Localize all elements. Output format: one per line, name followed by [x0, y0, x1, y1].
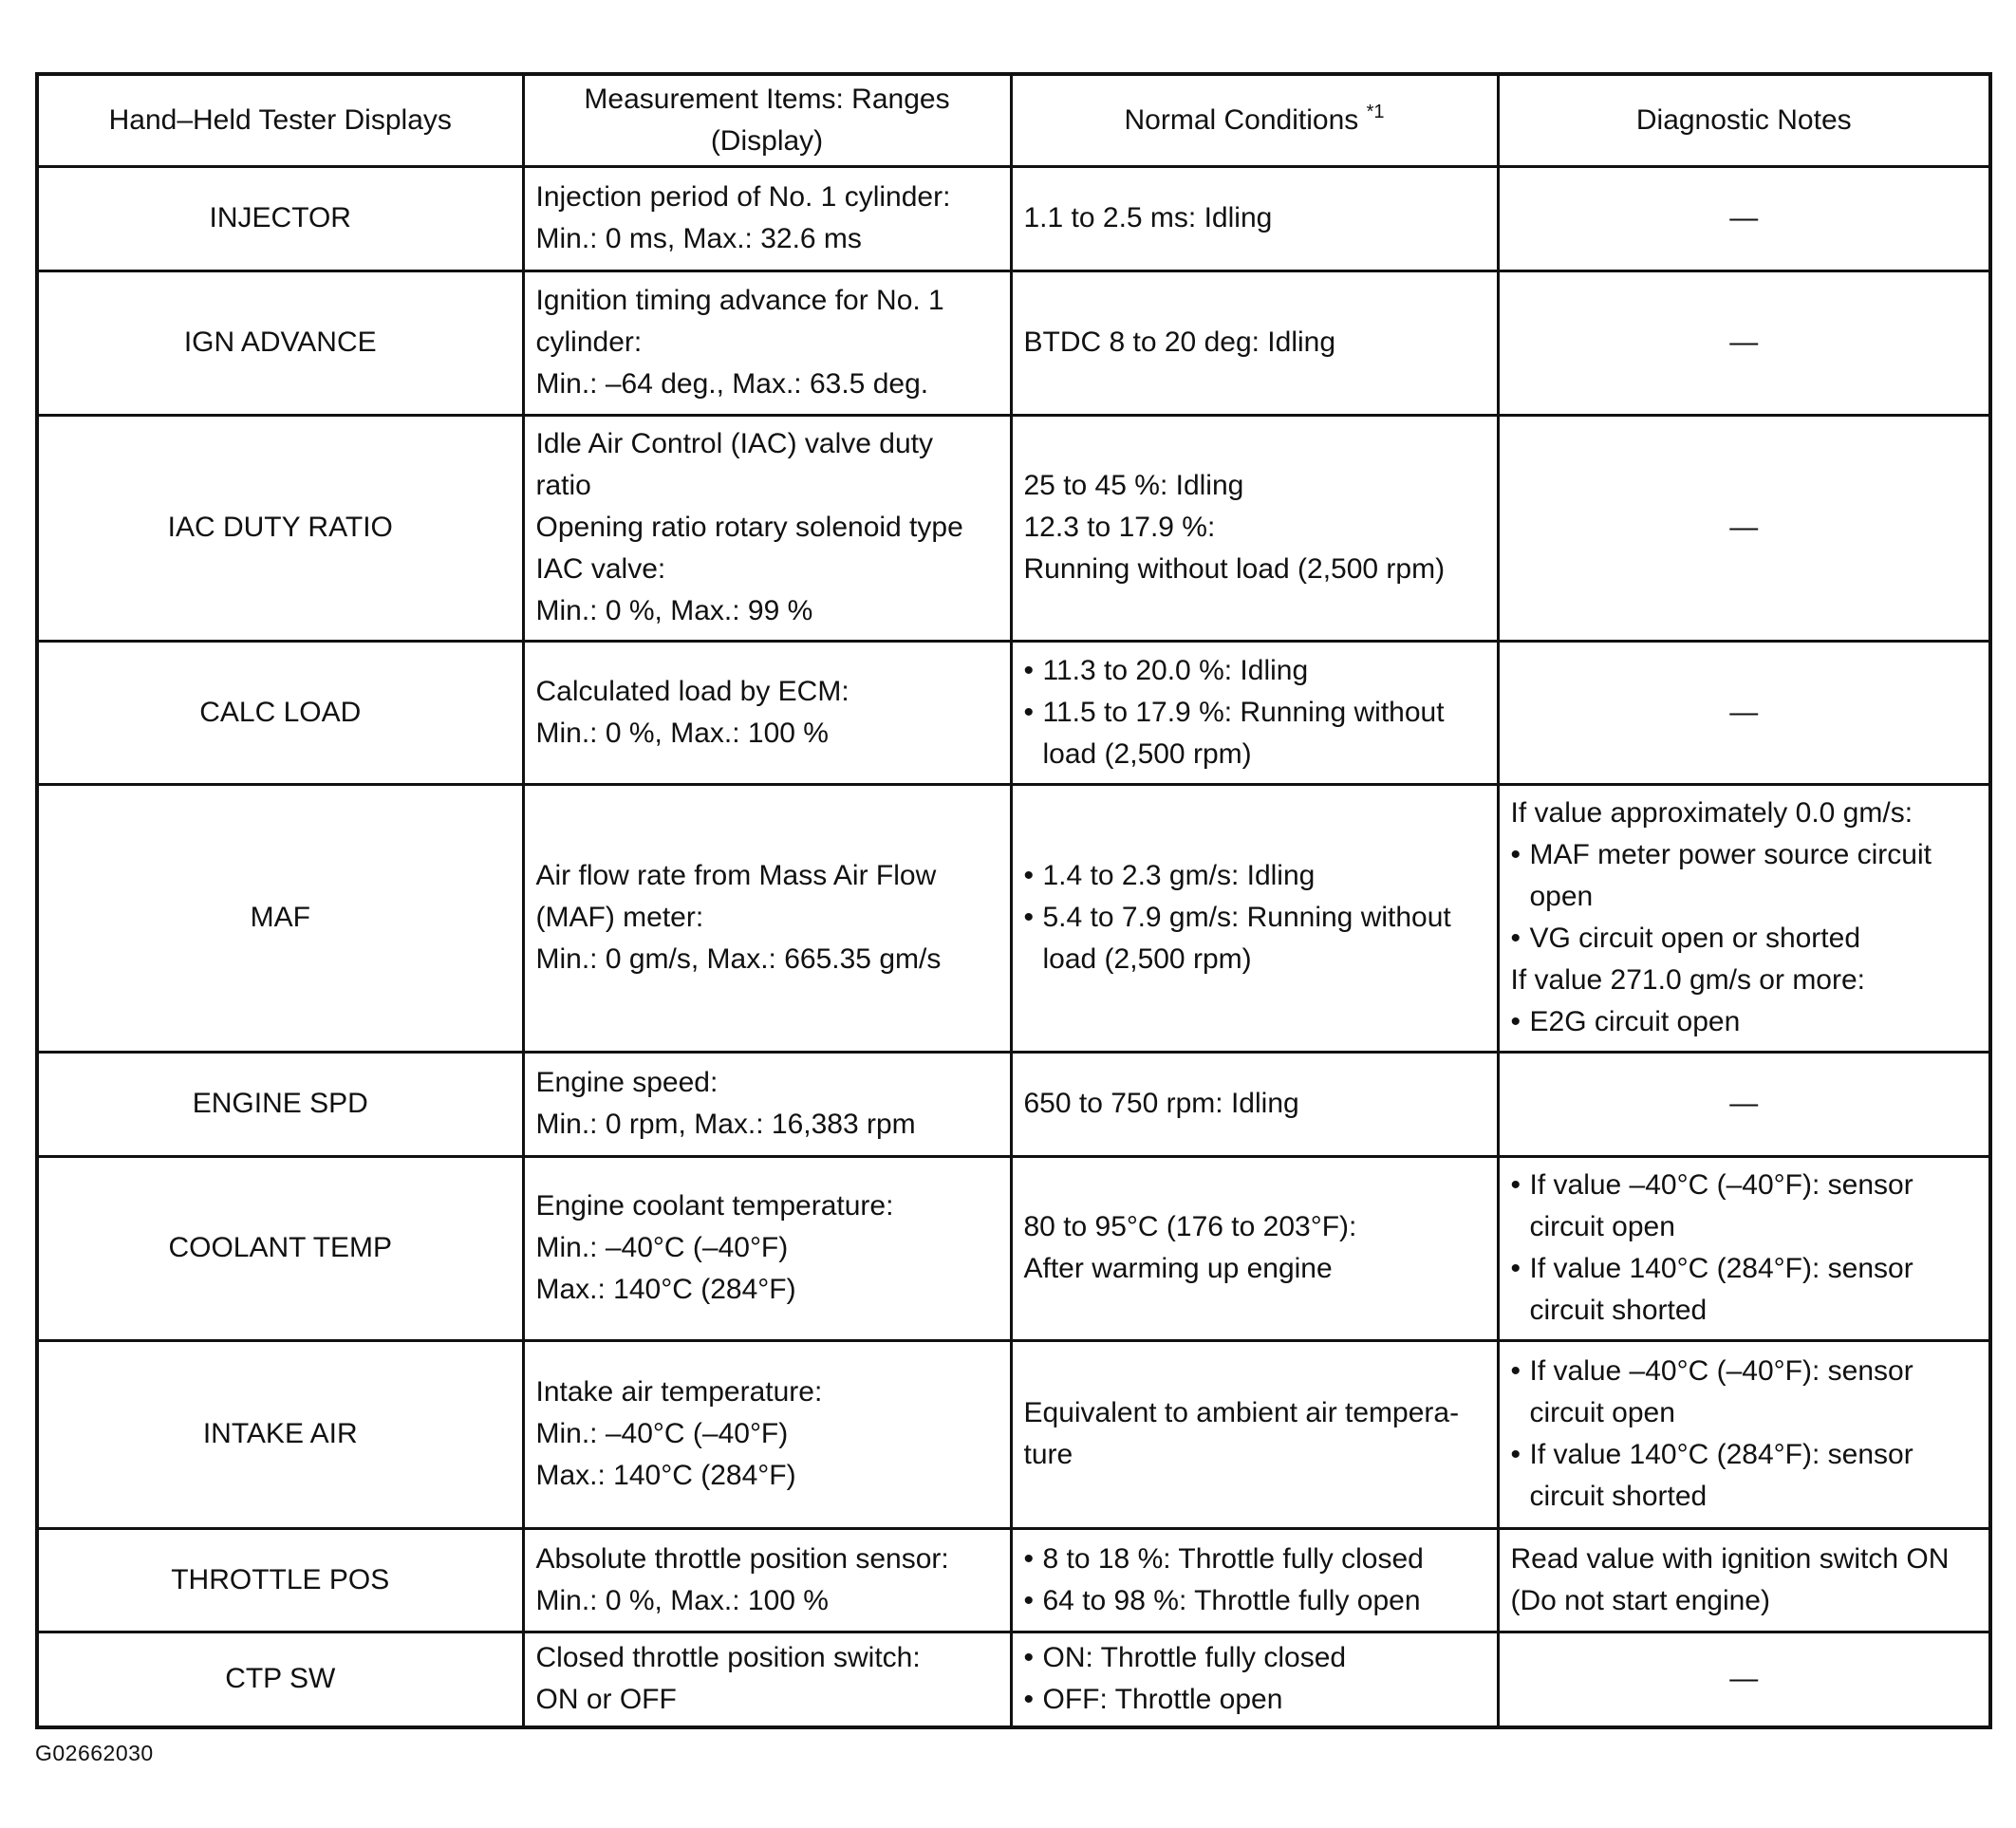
measurement-line: Ignition timing advance for No. 1	[535, 285, 944, 316]
measurement-line: Min.: 0 rpm, Max.: 16,383 rpm	[535, 1109, 916, 1140]
measurement-line: ON or OFF	[535, 1684, 677, 1716]
measurement-line: Air flow rate from Mass Air Flow	[535, 860, 937, 891]
notes-line: (Do not start engine)	[1510, 1584, 1770, 1616]
notes-bullet: • If value 140°C (284°F): sensor	[1511, 1248, 1978, 1290]
diagnostic-notes-cell: —	[1498, 270, 1990, 415]
measurement-line: (MAF) meter:	[535, 902, 704, 933]
normal-condition-cell	[1011, 270, 1498, 415]
normal-line: ture	[1023, 1439, 1073, 1470]
measurement-line: Min.: –40°C (–40°F)	[535, 1232, 789, 1263]
normal-line: After warming up engine	[1023, 1253, 1333, 1284]
notes-bullet-continuation: circuit shorted	[1529, 1295, 1708, 1326]
measurement-cell	[523, 641, 1011, 784]
normal-condition-cell	[1011, 1156, 1498, 1340]
display-name-cell: MAF	[37, 784, 523, 1052]
measurement-cell	[523, 1528, 1011, 1632]
measurement-cell	[523, 166, 1011, 270]
display-name-cell: INTAKE AIR	[37, 1340, 523, 1528]
normal-bullet: • 8 to 18 %: Throttle fully closed	[1024, 1539, 1485, 1580]
diagnostic-notes-cell	[1498, 1528, 1990, 1632]
measurement-cell	[523, 1156, 1011, 1340]
diagnostic-notes-cell	[1498, 784, 1990, 1052]
diagnostic-notes-cell: —	[1498, 166, 1990, 270]
notes-bullet-continuation: circuit open	[1529, 1211, 1675, 1242]
notes-bullet-continuation: open	[1529, 881, 1594, 912]
normal-line: Running without load (2,500 rpm)	[1023, 553, 1446, 585]
measurement-line: Injection period of No. 1 cylinder:	[535, 181, 951, 213]
normal-line: 650 to 750 rpm: Idling	[1023, 1088, 1299, 1119]
measurement-cell	[523, 270, 1011, 415]
normal-condition-cell	[1011, 1632, 1498, 1727]
notes-bullet: • VG circuit open or shorted	[1511, 918, 1978, 960]
measurement-line: Min.: –64 deg., Max.: 63.5 deg.	[535, 368, 929, 400]
normal-bullet-continuation: load (2,500 rpm)	[1042, 943, 1252, 975]
display-name-cell: COOLANT TEMP	[37, 1156, 523, 1340]
notes-bullet-continuation: circuit shorted	[1529, 1481, 1708, 1512]
header-row	[37, 74, 1990, 166]
measurement-cell	[523, 1052, 1011, 1156]
measurement-line: cylinder:	[535, 326, 643, 358]
normal-bullet: • 64 to 98 %: Throttle fully open	[1024, 1580, 1485, 1622]
header-measurement-line1: Measurement Items: Ranges	[584, 83, 950, 115]
measurement-line: Intake air temperature:	[535, 1376, 823, 1408]
header-normal-text: Normal Conditions	[1124, 103, 1359, 136]
measurement-line: Idle Air Control (IAC) valve duty	[535, 428, 933, 459]
header-tester-displays: Hand–Held Tester Displays	[37, 74, 523, 166]
normal-condition-cell	[1011, 1528, 1498, 1632]
header-normal-footnote-mark: *1	[1366, 101, 1385, 122]
normal-condition-cell	[1011, 415, 1498, 641]
table-row	[37, 641, 1990, 784]
diagnostic-notes-cell	[1498, 1156, 1990, 1340]
measurement-cell	[523, 1632, 1011, 1727]
notes-bullet: • If value –40°C (–40°F): sensor	[1511, 1165, 1978, 1206]
display-name-cell: ENGINE SPD	[37, 1052, 523, 1156]
normal-condition-cell	[1011, 641, 1498, 784]
display-name-cell: IAC DUTY RATIO	[37, 415, 523, 641]
measurement-line: Min.: 0 %, Max.: 99 %	[535, 595, 813, 626]
display-name-cell: CTP SW	[37, 1632, 523, 1727]
normal-condition-cell	[1011, 784, 1498, 1052]
table-row	[37, 415, 1990, 641]
normal-bullet: • 11.5 to 17.9 %: Running without	[1024, 692, 1485, 734]
table-row	[37, 784, 1990, 1052]
table-row	[37, 1052, 1990, 1156]
diagnostic-notes-cell: —	[1498, 1052, 1990, 1156]
measurement-line: Min.: 0 %, Max.: 100 %	[535, 1584, 829, 1616]
notes-intro: If value approximately 0.0 gm/s:	[1510, 797, 1913, 829]
table-row	[37, 1156, 1990, 1340]
measurement-line: IAC valve:	[535, 553, 666, 585]
measurement-line: Engine coolant temperature:	[535, 1190, 894, 1222]
normal-bullet: • 11.3 to 20.0 %: Idling	[1024, 650, 1485, 692]
table-row	[37, 270, 1990, 415]
normal-line: 80 to 95°C (176 to 203°F):	[1023, 1211, 1357, 1242]
notes-bullet: • E2G circuit open	[1511, 1001, 1978, 1043]
tester-display-table	[35, 72, 1992, 1729]
notes-bullet: • MAF meter power source circuit	[1511, 834, 1978, 876]
measurement-line: Engine speed:	[535, 1067, 719, 1098]
normal-bullet: • 5.4 to 7.9 gm/s: Running without	[1024, 897, 1485, 939]
normal-condition-cell	[1011, 166, 1498, 270]
measurement-line: Absolute throttle position sensor:	[535, 1542, 949, 1575]
diagnostic-notes-cell: —	[1498, 415, 1990, 641]
normal-line: BTDC 8 to 20 deg: Idling	[1023, 326, 1336, 358]
diagnostic-notes-cell: —	[1498, 1632, 1990, 1727]
normal-bullet: • OFF: Throttle open	[1024, 1679, 1485, 1721]
normal-condition-cell	[1011, 1340, 1498, 1528]
figure-id-label: G02662030	[35, 1741, 154, 1765]
notes-bullet: • If value 140°C (284°F): sensor	[1511, 1434, 1978, 1476]
diagnostic-notes-cell	[1498, 1340, 1990, 1528]
display-name-cell: IGN ADVANCE	[37, 270, 523, 415]
notes-bullet: • If value –40°C (–40°F): sensor	[1511, 1351, 1978, 1392]
normal-line: 1.1 to 2.5 ms: Idling	[1023, 202, 1273, 233]
measurement-cell	[523, 784, 1011, 1052]
table-row	[37, 1340, 1990, 1528]
display-name-cell: CALC LOAD	[37, 641, 523, 784]
header-diagnostic-notes: Diagnostic Notes	[1498, 74, 1990, 166]
measurement-line: Max.: 140°C (284°F)	[535, 1460, 796, 1491]
header-measurement-line2: (Display)	[710, 124, 824, 157]
normal-bullet-continuation: load (2,500 rpm)	[1042, 737, 1252, 770]
measurement-line: Min.: 0 %, Max.: 100 %	[535, 717, 829, 749]
measurement-line: Max.: 140°C (284°F)	[535, 1274, 796, 1305]
table-row	[37, 166, 1990, 270]
header-normal-conditions	[1011, 74, 1498, 166]
measurement-cell	[523, 415, 1011, 641]
measurement-line: ratio	[535, 470, 591, 501]
normal-line: 25 to 45 %: Idling	[1023, 470, 1244, 501]
table-row	[37, 1528, 1990, 1632]
notes-line: Read value with ignition switch ON	[1510, 1542, 1950, 1575]
measurement-cell	[523, 1340, 1011, 1528]
notes-bullet-continuation: circuit open	[1529, 1397, 1675, 1428]
measurement-line: Min.: 0 gm/s, Max.: 665.35 gm/s	[535, 943, 942, 975]
measurement-line: Min.: –40°C (–40°F)	[535, 1418, 789, 1449]
diagnostic-notes-cell: —	[1498, 641, 1990, 784]
display-name-cell: INJECTOR	[37, 166, 523, 270]
notes-intro: If value 271.0 gm/s or more:	[1510, 964, 1866, 996]
normal-condition-cell	[1011, 1052, 1498, 1156]
measurement-line: Closed throttle position switch:	[535, 1642, 921, 1674]
measurement-line: Opening ratio rotary solenoid type	[535, 512, 963, 543]
measurement-line: Min.: 0 ms, Max.: 32.6 ms	[535, 223, 862, 254]
normal-bullet: • 1.4 to 2.3 gm/s: Idling	[1024, 855, 1485, 897]
table-row	[37, 1632, 1990, 1727]
header-measurement-items	[523, 74, 1011, 166]
measurement-line: Calculated load by ECM:	[535, 675, 849, 707]
normal-bullet: • ON: Throttle fully closed	[1024, 1637, 1485, 1679]
display-name-cell: THROTTLE POS	[37, 1528, 523, 1632]
normal-line: 12.3 to 17.9 %:	[1023, 512, 1216, 543]
normal-line: Equivalent to ambient air tempera-	[1023, 1397, 1460, 1428]
